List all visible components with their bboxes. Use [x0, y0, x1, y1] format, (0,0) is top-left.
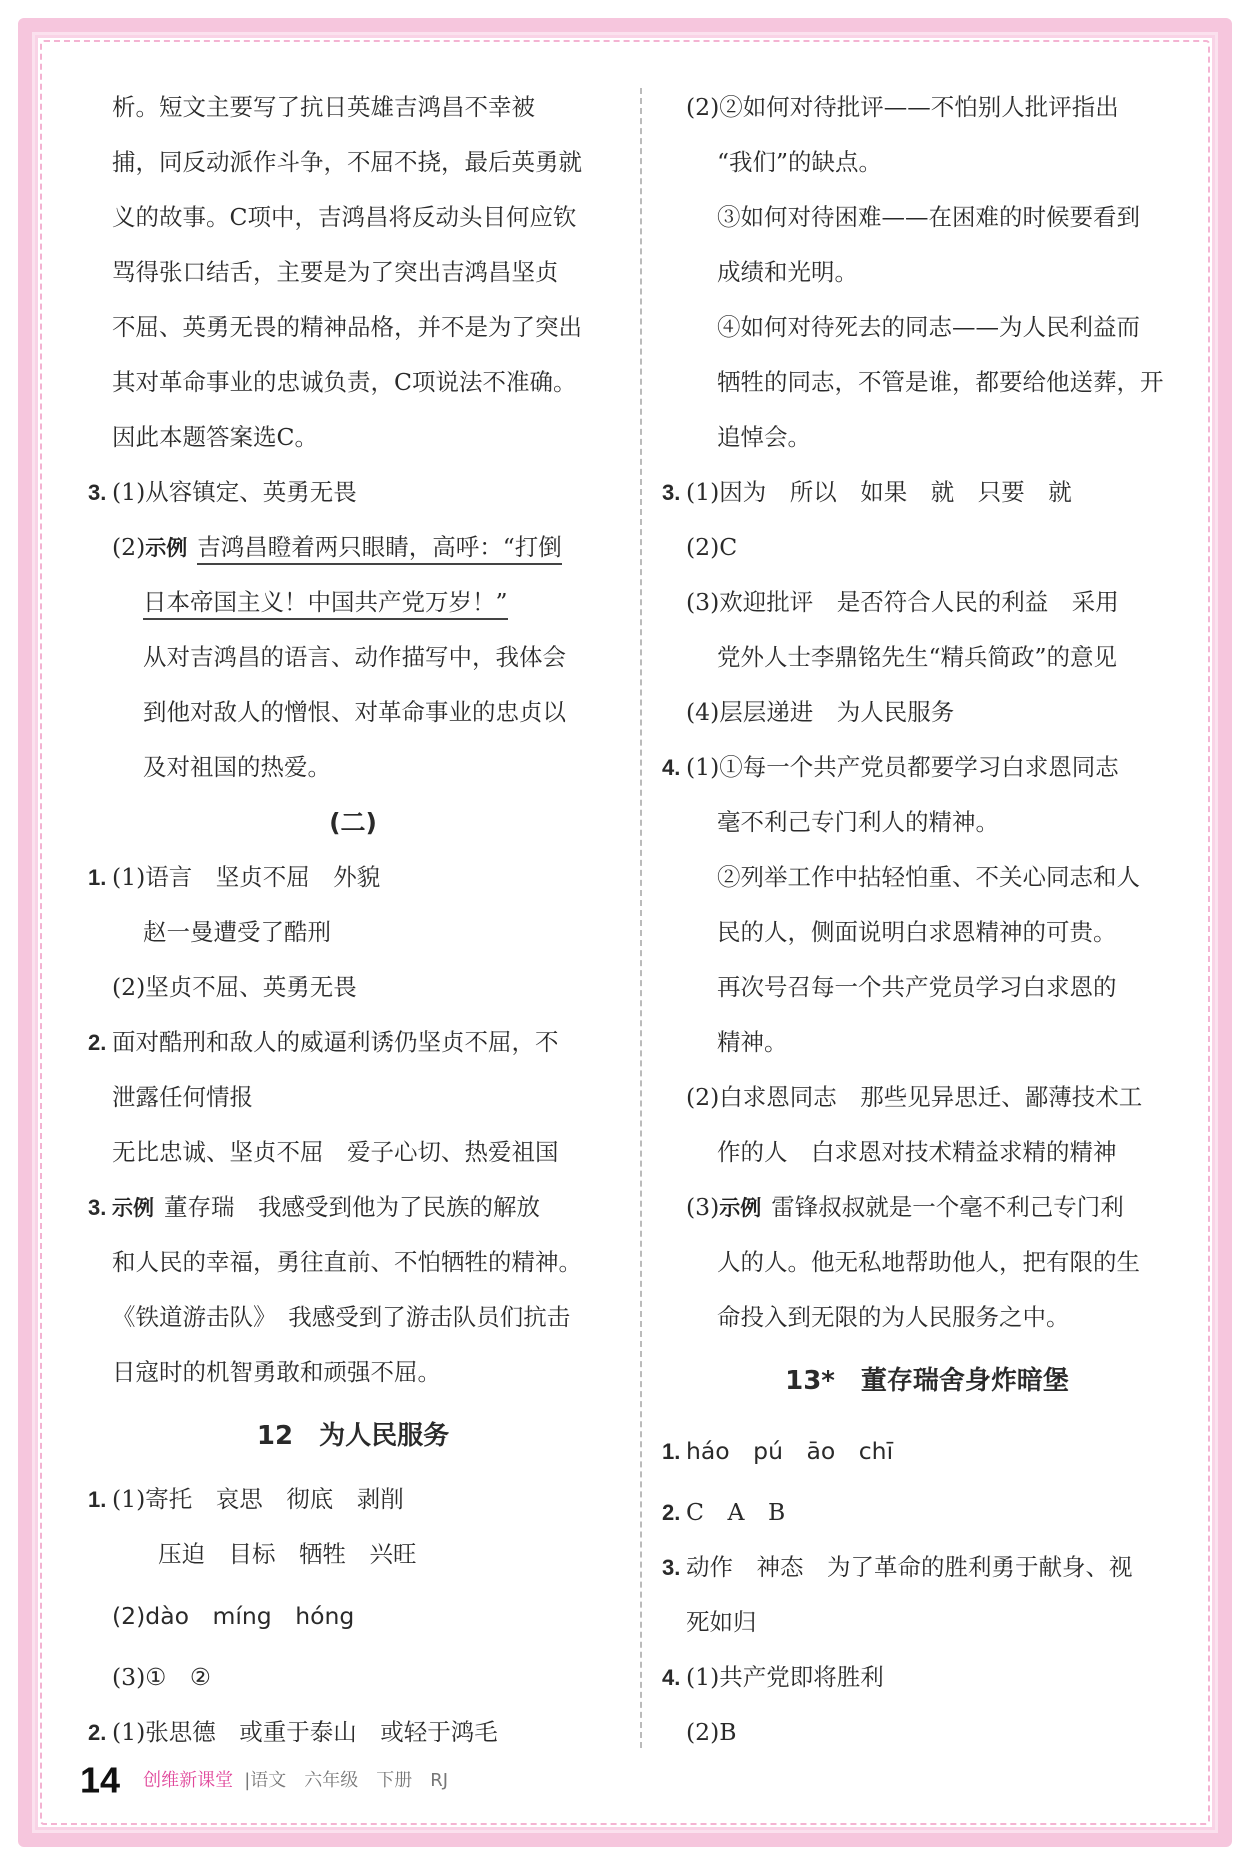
question-2 [88, 1705, 618, 1760]
underlined-quote: 日本帝国主义！中国共产党万岁！” [143, 588, 508, 620]
answer-text: 动作 神态 为了革命的胜利勇于献身、视 [686, 1553, 1133, 1581]
text-line: 析。短文主要写了抗日英雄吉鸿昌不幸被 [112, 93, 535, 121]
page-number: 14 [80, 1759, 121, 1801]
book-info: |语文 六年级 下册 RJ [244, 1769, 449, 1791]
text-line: (2)坚贞不屈、英勇无畏 [112, 973, 357, 1001]
text-line: 其对革命事业的忠诚负责，C项说法不准确。 [112, 368, 577, 396]
question-3 [88, 1180, 618, 1235]
question-4 [662, 1650, 1192, 1705]
text-line: (3)① ② [112, 1663, 211, 1691]
answer-text: (1)张思德 或重于泰山 或轻于鸿毛 [112, 1718, 498, 1746]
example-label: 示例 [719, 1196, 762, 1220]
question-4 [662, 740, 1192, 795]
question-number: 3. [662, 1555, 681, 1580]
answer-text: (1)从容镇定、英勇无畏 [112, 478, 357, 506]
text-line: 捕，同反动派作斗争，不屈不挠，最后英勇就 [112, 148, 582, 176]
text-line: 泄露任何情报 [112, 1083, 253, 1111]
question-2 [88, 1015, 618, 1070]
question-3 [662, 1540, 1192, 1595]
text-line: ②列举工作中拈轻怕重、不关心同志和人 [717, 863, 1140, 891]
question-2 [662, 1485, 1192, 1540]
text-line: 不屈、英勇无畏的精神品格，并不是为了突出 [112, 313, 582, 341]
text-line: “我们”的缺点。 [717, 148, 883, 176]
question-number: 1. [662, 1439, 681, 1464]
question-3-part-2 [88, 520, 618, 575]
right-column [662, 80, 1192, 1760]
text-line: 日寇时的机智勇敢和顽强不屈。 [112, 1358, 441, 1386]
answer-text: (1)因为 所以 如果 就 只要 就 [686, 478, 1072, 506]
answer-text: (1)语言 坚贞不屈 外貌 [112, 863, 381, 891]
answer-text: 董存瑞 我感受到他为了民族的解放 [164, 1193, 540, 1221]
text-line: 民的人，侧面说明白求恩精神的可贵。 [717, 918, 1117, 946]
brand-name: 创维新课堂 [143, 1769, 234, 1791]
question-number: 3. [88, 1195, 107, 1220]
question-4-part-3 [662, 1180, 1192, 1235]
lesson-heading: 12 为人民服务 [256, 1421, 450, 1451]
text-line: ④如何对待死去的同志——为人民利益而 [717, 313, 1140, 341]
pinyin-answer: háo pú āo chī [686, 1437, 894, 1465]
part-label: (2) [112, 533, 146, 561]
lesson-heading: 13* 董存瑞舍身炸暗堡 [785, 1366, 1069, 1396]
text-line: 和人民的幸福，勇往直前、不怕牺牲的精神。 [112, 1248, 582, 1276]
text-line: (2)B [686, 1718, 737, 1746]
question-number: 2. [88, 1030, 107, 1055]
text-line: 人的人。他无私地帮助他人，把有限的生 [717, 1248, 1140, 1276]
text-line: 无比忠诚、坚贞不屈 爱子心切、热爱祖国 [112, 1138, 559, 1166]
text-line: (2)C [686, 533, 738, 561]
text-line: 追悼会。 [717, 423, 811, 451]
text-line: 再次号召每一个共产党员学习白求恩的 [717, 973, 1117, 1001]
text-line [88, 575, 618, 630]
text-line: 党外人士李鼎铭先生“精兵简政”的意见 [717, 643, 1118, 671]
answer-text: (1)①每一个共产党员都要学习白求恩同志 [686, 753, 1119, 781]
text-line: (4)层层递进 为人民服务 [686, 698, 955, 726]
section-heading: (二) [329, 808, 377, 837]
text-line: 赵一曼遭受了酷刑 [143, 918, 331, 946]
text-line: 义的故事。C项中，吉鸿昌将反动头目何应钦 [112, 203, 577, 231]
question-1 [88, 1472, 618, 1527]
text-line: 牺牲的同志，不管是谁，都要给他送葬，开 [717, 368, 1164, 396]
question-number: 2. [88, 1720, 107, 1745]
question-number: 4. [662, 755, 681, 780]
example-label: 示例 [112, 1196, 154, 1220]
text-line: 骂得张口结舌，主要是为了突出吉鸿昌坚贞 [112, 258, 559, 286]
question-number: 1. [88, 865, 107, 890]
question-number: 2. [662, 1500, 681, 1525]
text-line: 压迫 目标 牺牲 兴旺 [158, 1540, 417, 1568]
answer-text: 面对酷刑和敌人的威逼利诱仍坚贞不屈，不 [112, 1028, 559, 1056]
question-1 [662, 1417, 1192, 1485]
text-line: 从对吉鸿昌的语言、动作描写中，我体会 [143, 643, 566, 671]
text-line: 精神。 [717, 1028, 788, 1056]
example-label: 示例 [145, 536, 188, 560]
text-line: 死如归 [686, 1608, 757, 1636]
question-1 [88, 850, 618, 905]
text-line: ③如何对待困难——在困难的时候要看到 [717, 203, 1140, 231]
answer-text: (1)寄托 哀思 彻底 剥削 [112, 1485, 404, 1513]
question-3 [662, 465, 1192, 520]
question-number: 3. [662, 480, 681, 505]
text-line: (3)欢迎批评 是否符合人民的利益 采用 [686, 588, 1119, 616]
text-line: 命投入到无限的为人民服务之中。 [717, 1303, 1070, 1331]
answer-text: 雷锋叔叔就是一个毫不利己专门利 [771, 1193, 1124, 1221]
column-divider [640, 88, 642, 1748]
question-number: 3. [88, 480, 107, 505]
text-line: 《铁道游击队》 我感受到了游击队员们抗击 [112, 1303, 571, 1331]
text-line: (2)白求恩同志 那些见异思迁、鄙薄技术工 [686, 1083, 1143, 1111]
text-line: 到他对敌人的憎恨、对革命事业的忠贞以 [143, 698, 566, 726]
text-line: 成绩和光明。 [717, 258, 858, 286]
question-number: 1. [88, 1487, 107, 1512]
underlined-quote: 吉鸿昌瞪着两只眼睛，高呼：“打倒 [197, 533, 562, 565]
text-line: 毫不利己专门利人的精神。 [717, 808, 999, 836]
question-number: 4. [662, 1665, 681, 1690]
text-line: 及对祖国的热爱。 [143, 753, 331, 781]
page-footer [80, 1758, 448, 1802]
question-3 [88, 465, 618, 520]
left-column [88, 80, 618, 1760]
pinyin-line: (2)dào míng hóng [112, 1602, 355, 1630]
part-label: (3) [686, 1193, 720, 1221]
answer-text: (1)共产党即将胜利 [686, 1663, 884, 1691]
text-line: (2)②如何对待批评——不怕别人批评指出 [686, 93, 1119, 121]
text-line: 因此本题答案选C。 [112, 423, 318, 451]
answer-text: C A B [686, 1498, 786, 1526]
text-line: 作的人 白求恩对技术精益求精的精神 [717, 1138, 1117, 1166]
